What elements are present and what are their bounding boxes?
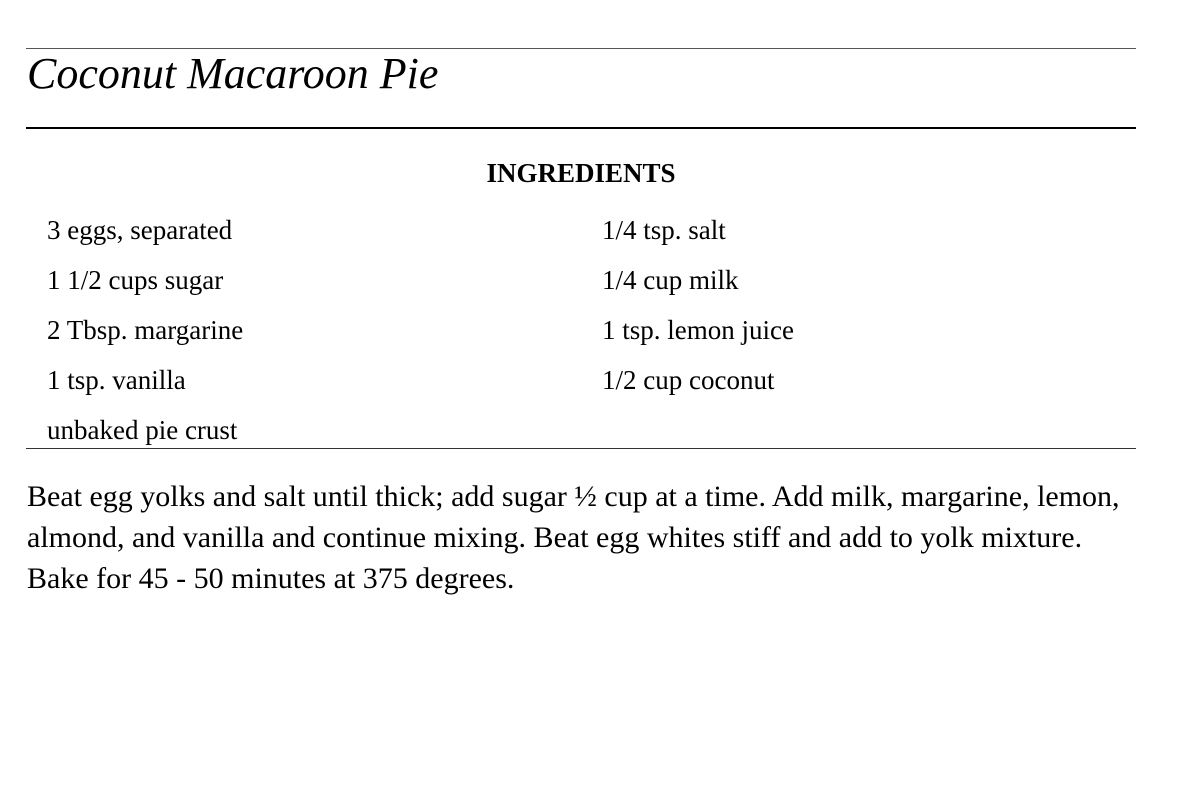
title-bottom-rule [26,127,1136,129]
ingredient-item: 3 eggs, separated [47,215,233,245]
ingredient-item: 1 tsp. vanilla [47,365,186,395]
recipe-title: Coconut Macaroon Pie [27,49,439,98]
ingredient-item: 1/4 tsp. salt [602,215,726,245]
ingredient-item: 2 Tbsp. margarine [47,315,244,345]
ingredients-left-column [47,205,243,455]
ingredients-heading: INGREDIENTS [486,158,676,188]
ingredient-item: unbaked pie crust [47,415,238,445]
ingredient-item: 1 tsp. lemon juice [602,315,794,345]
ingredient-item: 1/4 cup milk [602,265,739,295]
ingredient-item: 1/2 cup coconut [602,365,775,395]
ingredients-right-column [602,205,794,405]
ingredient-item: 1 1/2 cups sugar [47,265,224,295]
recipe-instructions: Beat egg yolks and salt until thick; add sugar ½ cup at a time. Add milk, margarine, lemon, almond, and vanilla and continue mixing. Beat egg whites stiff and add to yolk mixture. Bake for 45 - 50 minutes at 375 degrees. [27,480,1120,595]
ingredients-bottom-rule [26,448,1136,449]
